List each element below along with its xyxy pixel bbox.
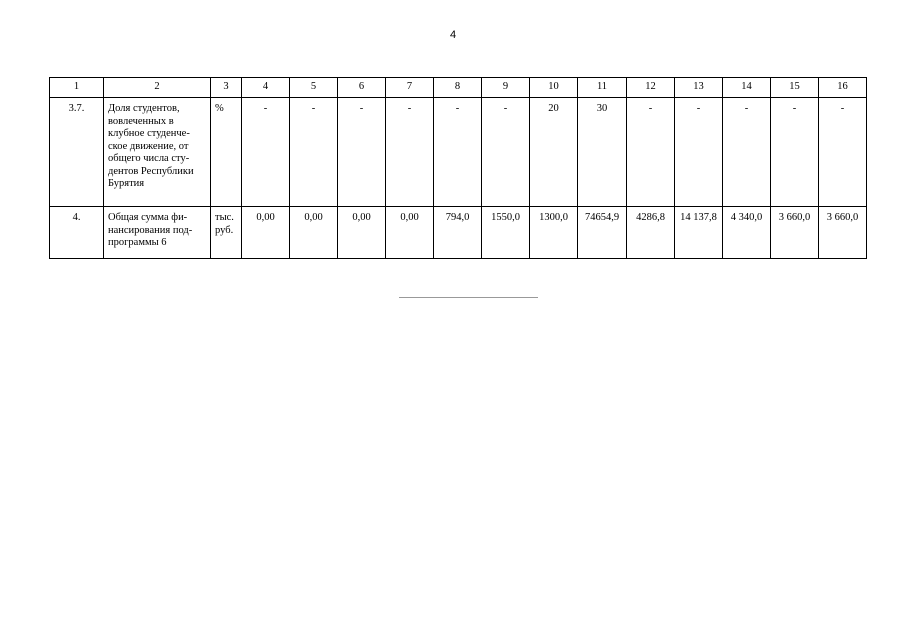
column-header: 3 — [211, 78, 242, 98]
table-cell: 0,00 — [242, 207, 290, 259]
column-header: 9 — [482, 78, 530, 98]
column-header: 5 — [290, 78, 338, 98]
table-cell: 4 340,0 — [723, 207, 771, 259]
table-cell: - — [242, 98, 290, 207]
row-description: Общая сумма фи-нансирования под-программы 6 — [104, 207, 211, 259]
column-header: 8 — [434, 78, 482, 98]
column-header: 10 — [530, 78, 578, 98]
table-cell: 0,00 — [290, 207, 338, 259]
table-cell: - — [434, 98, 482, 207]
table-cell: - — [482, 98, 530, 207]
table-cell: 4286,8 — [627, 207, 675, 259]
table-cell: - — [675, 98, 723, 207]
column-header: 4 — [242, 78, 290, 98]
column-header: 14 — [723, 78, 771, 98]
table-cell: 0,00 — [386, 207, 434, 259]
page-number: 4 — [449, 29, 457, 41]
table-cell: - — [771, 98, 819, 207]
table-row — [50, 98, 867, 207]
table-cell: 20 — [530, 98, 578, 207]
table-row — [50, 207, 867, 259]
table-cell: 0,00 — [338, 207, 386, 259]
table-cell: - — [386, 98, 434, 207]
row-unit: тыс. руб. — [211, 207, 242, 259]
table-cell: - — [338, 98, 386, 207]
column-header: 11 — [578, 78, 627, 98]
column-header: 7 — [386, 78, 434, 98]
table-cell: 1300,0 — [530, 207, 578, 259]
table-cell: 30 — [578, 98, 627, 207]
table-cell: - — [819, 98, 867, 207]
table-header-row — [50, 78, 867, 98]
table-cell: 74654,9 — [578, 207, 627, 259]
table-cell: 794,0 — [434, 207, 482, 259]
column-header: 12 — [627, 78, 675, 98]
indicators-table — [49, 77, 867, 259]
table-cell: 3 660,0 — [771, 207, 819, 259]
table-cell: 3 660,0 — [819, 207, 867, 259]
table-cell: - — [290, 98, 338, 207]
row-id: 4. — [50, 207, 104, 259]
row-id: 3.7. — [50, 98, 104, 207]
separator-line — [399, 297, 538, 298]
column-header: 2 — [104, 78, 211, 98]
row-unit: % — [211, 98, 242, 207]
table-cell: - — [627, 98, 675, 207]
column-header: 6 — [338, 78, 386, 98]
table-cell: 14 137,8 — [675, 207, 723, 259]
column-header: 16 — [819, 78, 867, 98]
column-header: 1 — [50, 78, 104, 98]
column-header: 13 — [675, 78, 723, 98]
column-header: 15 — [771, 78, 819, 98]
row-description: Доля студентов, вовлеченных в клубное студенче-ское движение, от общего числа сту-дентов Республики Бурятия — [104, 98, 211, 207]
table-cell: - — [723, 98, 771, 207]
table-cell: 1550,0 — [482, 207, 530, 259]
